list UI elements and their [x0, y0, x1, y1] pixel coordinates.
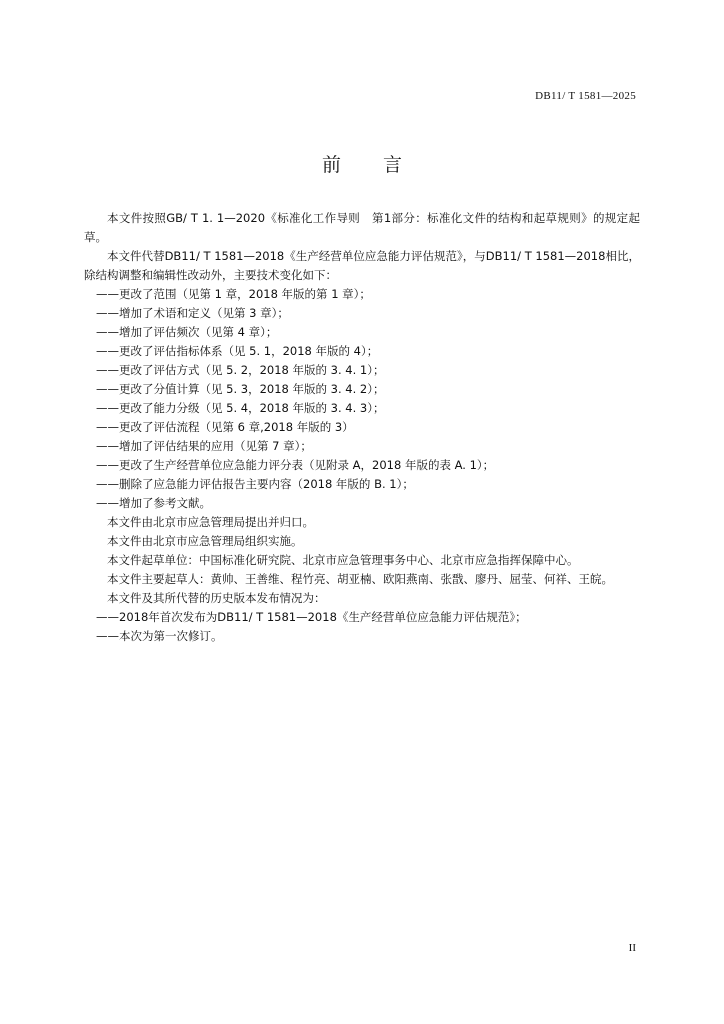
- list-item: ——增加了评估结果的应用（见第 7 章）；: [96, 439, 312, 453]
- statement-drafters: 本文件主要起草人：黄帅、王善维、程竹亮、胡亚楠、欧阳燕南、张戬、廖丹、屈莹、何祥、王皖。: [107, 572, 613, 586]
- statement-implementer: 本文件由北京市应急管理局组织实施。: [107, 534, 303, 548]
- document-code: DB11/ T 1581—2025: [535, 90, 636, 102]
- statement-history-intro: 本文件及其所代替的历史版本发布情况为：: [107, 591, 326, 605]
- list-item: ——更改了评估指标体系（见 5. 1，2018 年版的 4）；: [96, 344, 379, 358]
- history-list: [84, 608, 640, 646]
- statement-proposer: 本文件由北京市应急管理局提出并归口。: [107, 515, 314, 529]
- page-title: 前言: [321, 154, 444, 176]
- list-item: ——更改了范围（见第 1 章，2018 年版的第 1 章）；: [96, 287, 371, 301]
- paragraph-drafting-basis: 本文件按照GB/ T 1. 1—2020《标准化工作导则 第1部分：标准化文件的结构和起草规则》的规定起草。: [84, 211, 640, 244]
- list-item: ——更改了评估流程（见第 6 章,2018 年版的 3）: [96, 420, 354, 434]
- list-item: ——更改了生产经营单位应急能力评分表（见附录 A，2018 年版的表 A. 1）；: [96, 458, 495, 472]
- changes-list: [84, 285, 640, 513]
- list-item: ——增加了术语和定义（见第 3 章）；: [96, 306, 289, 320]
- paragraph-replacement: 本文件代替DB11/ T 1581—2018《生产经营单位应急能力评估规范》，与DB11/ T 1581—2018相比，除结构调整和编辑性改动外，主要技术变化如下：: [84, 249, 640, 282]
- list-item: ——更改了评估方式（见 5. 2，2018 年版的 3. 4. 1）；: [96, 363, 385, 377]
- list-item: ——增加了参考文献。: [96, 496, 211, 510]
- list-item: ——本次为第一次修订。: [96, 629, 223, 643]
- list-item: ——更改了能力分级（见 5. 4，2018 年版的 3. 4. 3）；: [96, 401, 385, 415]
- page-number: II: [628, 942, 636, 954]
- foreword-body: [84, 209, 640, 646]
- statement-drafting-units: 本文件起草单位：中国标准化研究院、北京市应急管理事务中心、北京市应急指挥保障中心。: [107, 553, 579, 567]
- list-item: ——更改了分值计算（见 5. 3，2018 年版的 3. 4. 2）；: [96, 382, 385, 396]
- list-item: ——删除了应急能力评估报告主要内容（2018 年版的 B. 1）；: [96, 477, 414, 491]
- list-item: ——2018年首次发布为DB11/ T 1581—2018《生产经营单位应急能力评估规范》；: [96, 610, 527, 624]
- list-item: ——增加了评估频次（见第 4 章）；: [96, 325, 278, 339]
